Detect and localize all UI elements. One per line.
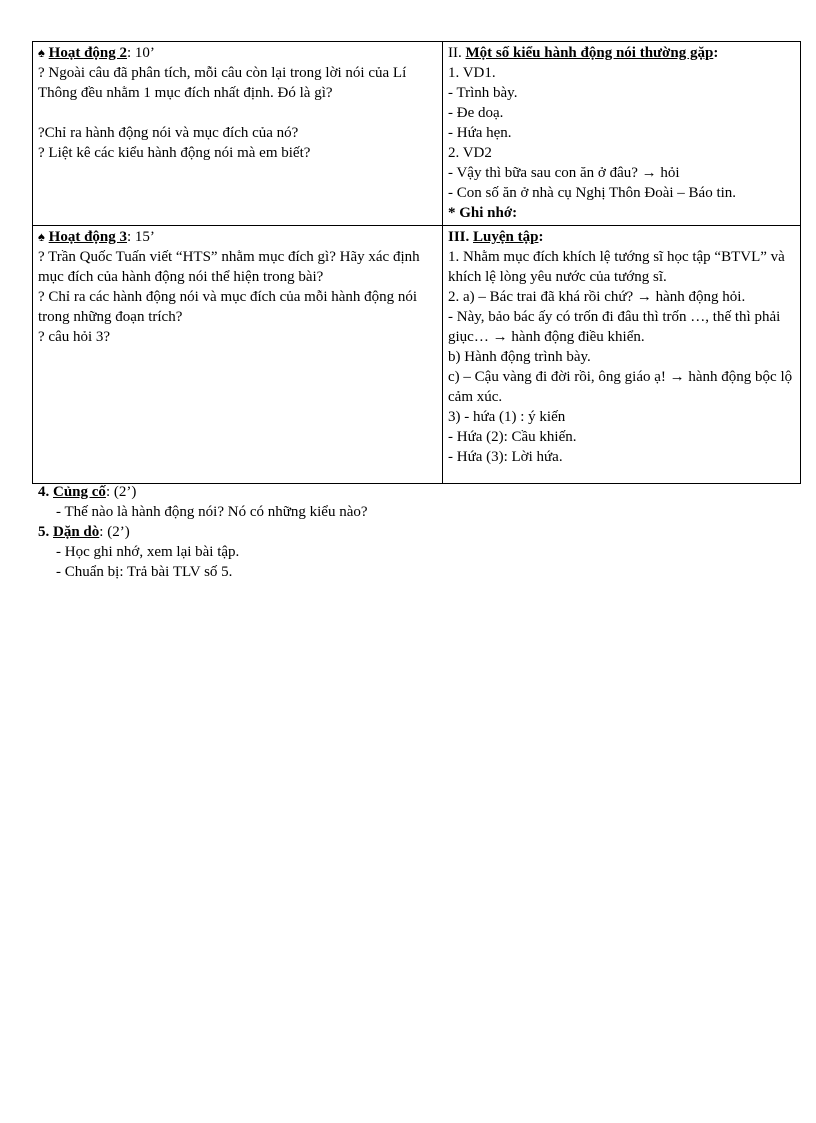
- answer-line: c) – Cậu vàng đi đời rồi, ông giáo ạ! → hành động bộc lộ cảm xúc.: [448, 369, 793, 405]
- section-3-heading: [448, 227, 794, 247]
- note-label: * Ghi nhớ:: [448, 205, 518, 221]
- question-text: ?Chỉ ra hành động nói và mục đích của nó?: [38, 125, 299, 141]
- answer-line: - Hứa (3): Lời hứa.: [448, 449, 563, 465]
- section-2-number: II.: [448, 45, 462, 61]
- question-text: ? Chỉ ra các hành động nói và mục đích của mỗi hành động nói trong những đoạn trích?: [38, 289, 418, 325]
- activity-2-cell: [33, 42, 443, 226]
- section-3-title: Luyện tập: [473, 229, 539, 245]
- activity-3-cell: [33, 226, 443, 484]
- section-5-title: Dặn dò: [53, 524, 100, 540]
- answer-line: 2. VD2: [448, 145, 492, 161]
- answer-line: 3) - hứa (1) : ý kiến: [448, 409, 566, 425]
- consolidation-item: - Thế nào là hành động nói? Nó có những kiểu nào?: [56, 504, 368, 520]
- answer-line: - Vậy thì bữa sau con ăn ở đâu? → hỏi: [448, 165, 680, 181]
- section-5-number: 5.: [38, 524, 50, 540]
- question-text: ? Ngoài câu đã phân tích, mỗi câu còn lại trong lời nói của Lí Thông đều nhằm 1 mục đích nhất định. Đó là gì?: [38, 65, 407, 101]
- homework-heading: [38, 522, 368, 542]
- answer-line: b) Hành động trình bày.: [448, 349, 591, 365]
- answer-line: 2. a) – Bác trai đã khá rồi chứ? → hành động hỏi.: [448, 289, 746, 305]
- activity-3-time: : 15’: [127, 229, 155, 245]
- footer-sections: [38, 482, 368, 582]
- section-2-title: Một số kiểu hành động nói thường gặp: [465, 45, 714, 61]
- activity-2-time: : 10’: [127, 45, 155, 61]
- answer-line: 1. Nhằm mục đích khích lệ tướng sĩ học tập “BTVL” và khích lệ lòng yêu nước của tướng sĩ.: [448, 249, 785, 285]
- question-text: ? Liệt kê các kiểu hành động nói mà em biết?: [38, 145, 311, 161]
- section-3-number: III.: [448, 229, 470, 245]
- section-2-heading: [448, 43, 794, 63]
- section-5-time: : (2’): [99, 524, 130, 540]
- answer-line: - Hứa (2): Cầu khiến.: [448, 429, 577, 445]
- answer-line: - Đe doạ.: [448, 105, 504, 121]
- section-3-colon: :: [538, 229, 544, 245]
- section-4-title: Củng cố: [53, 484, 106, 500]
- activity-3-title: Hoạt động 3: [48, 229, 128, 245]
- homework-item: - Chuẩn bị: Trả bài TLV số 5.: [56, 564, 233, 580]
- question-text: ? câu hỏi 3?: [38, 329, 111, 345]
- section-4-time: : (2’): [105, 484, 137, 500]
- section-2-cell: [443, 42, 801, 226]
- spade-icon: ♠: [38, 45, 45, 60]
- section-3-cell: [443, 226, 801, 484]
- section-4-number: 4.: [38, 484, 50, 500]
- spade-icon: ♠: [38, 229, 45, 244]
- activity-3-heading: [38, 227, 436, 247]
- answer-line: - Này, bảo bác ấy có trốn đi đâu thì trốn …, thế thì phải giục… → hành động điều khiển.: [448, 309, 781, 345]
- answer-line: - Trình bày.: [448, 85, 518, 101]
- question-text: ? Trần Quốc Tuấn viết “HTS” nhằm mục đích gì? Hãy xác định mục đích của hành động nói thể hiện trong bài?: [38, 249, 420, 285]
- answer-line: - Con số ăn ở nhà cụ Nghị Thôn Đoài – Báo tin.: [448, 185, 737, 201]
- activity-2-title: Hoạt động 2: [48, 45, 128, 61]
- activity-2-heading: [38, 43, 436, 63]
- table-row: [33, 42, 801, 226]
- blank-line: [38, 103, 436, 123]
- answer-line: 1. VD1.: [448, 65, 496, 81]
- table-row: [33, 226, 801, 484]
- section-2-colon: :: [713, 45, 719, 61]
- answer-line: - Hứa hẹn.: [448, 125, 512, 141]
- homework-item: - Học ghi nhớ, xem lại bài tập.: [56, 544, 240, 560]
- consolidation-heading: [38, 482, 368, 502]
- lesson-table: [32, 41, 801, 484]
